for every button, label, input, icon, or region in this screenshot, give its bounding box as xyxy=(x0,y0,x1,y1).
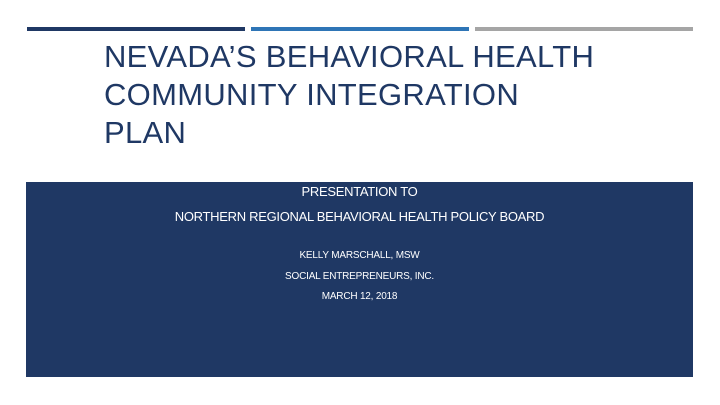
title-line-2: COMMUNITY INTEGRATION xyxy=(104,77,520,112)
presentation-date: MARCH 12, 2018 xyxy=(321,291,398,302)
slide-title xyxy=(104,38,664,152)
accent-bar-gray xyxy=(475,27,693,31)
accent-bar-medium-blue xyxy=(251,27,469,31)
subtitle-panel xyxy=(26,182,693,377)
audience-text: NORTHERN REGIONAL BEHAVIORAL HEALTH POLICY BOARD xyxy=(174,209,545,224)
accent-bar-dark-blue xyxy=(27,27,245,31)
organization-name: SOCIAL ENTREPRENEURS, INC. xyxy=(285,271,434,282)
title-line-3: PLAN xyxy=(104,115,187,150)
presenter-name: KELLY MARSCHALL, MSW xyxy=(299,250,420,261)
presentation-to-text: PRESENTATION TO xyxy=(301,184,418,199)
title-line-1: NEVADA’S BEHAVIORAL HEALTH xyxy=(104,39,595,74)
